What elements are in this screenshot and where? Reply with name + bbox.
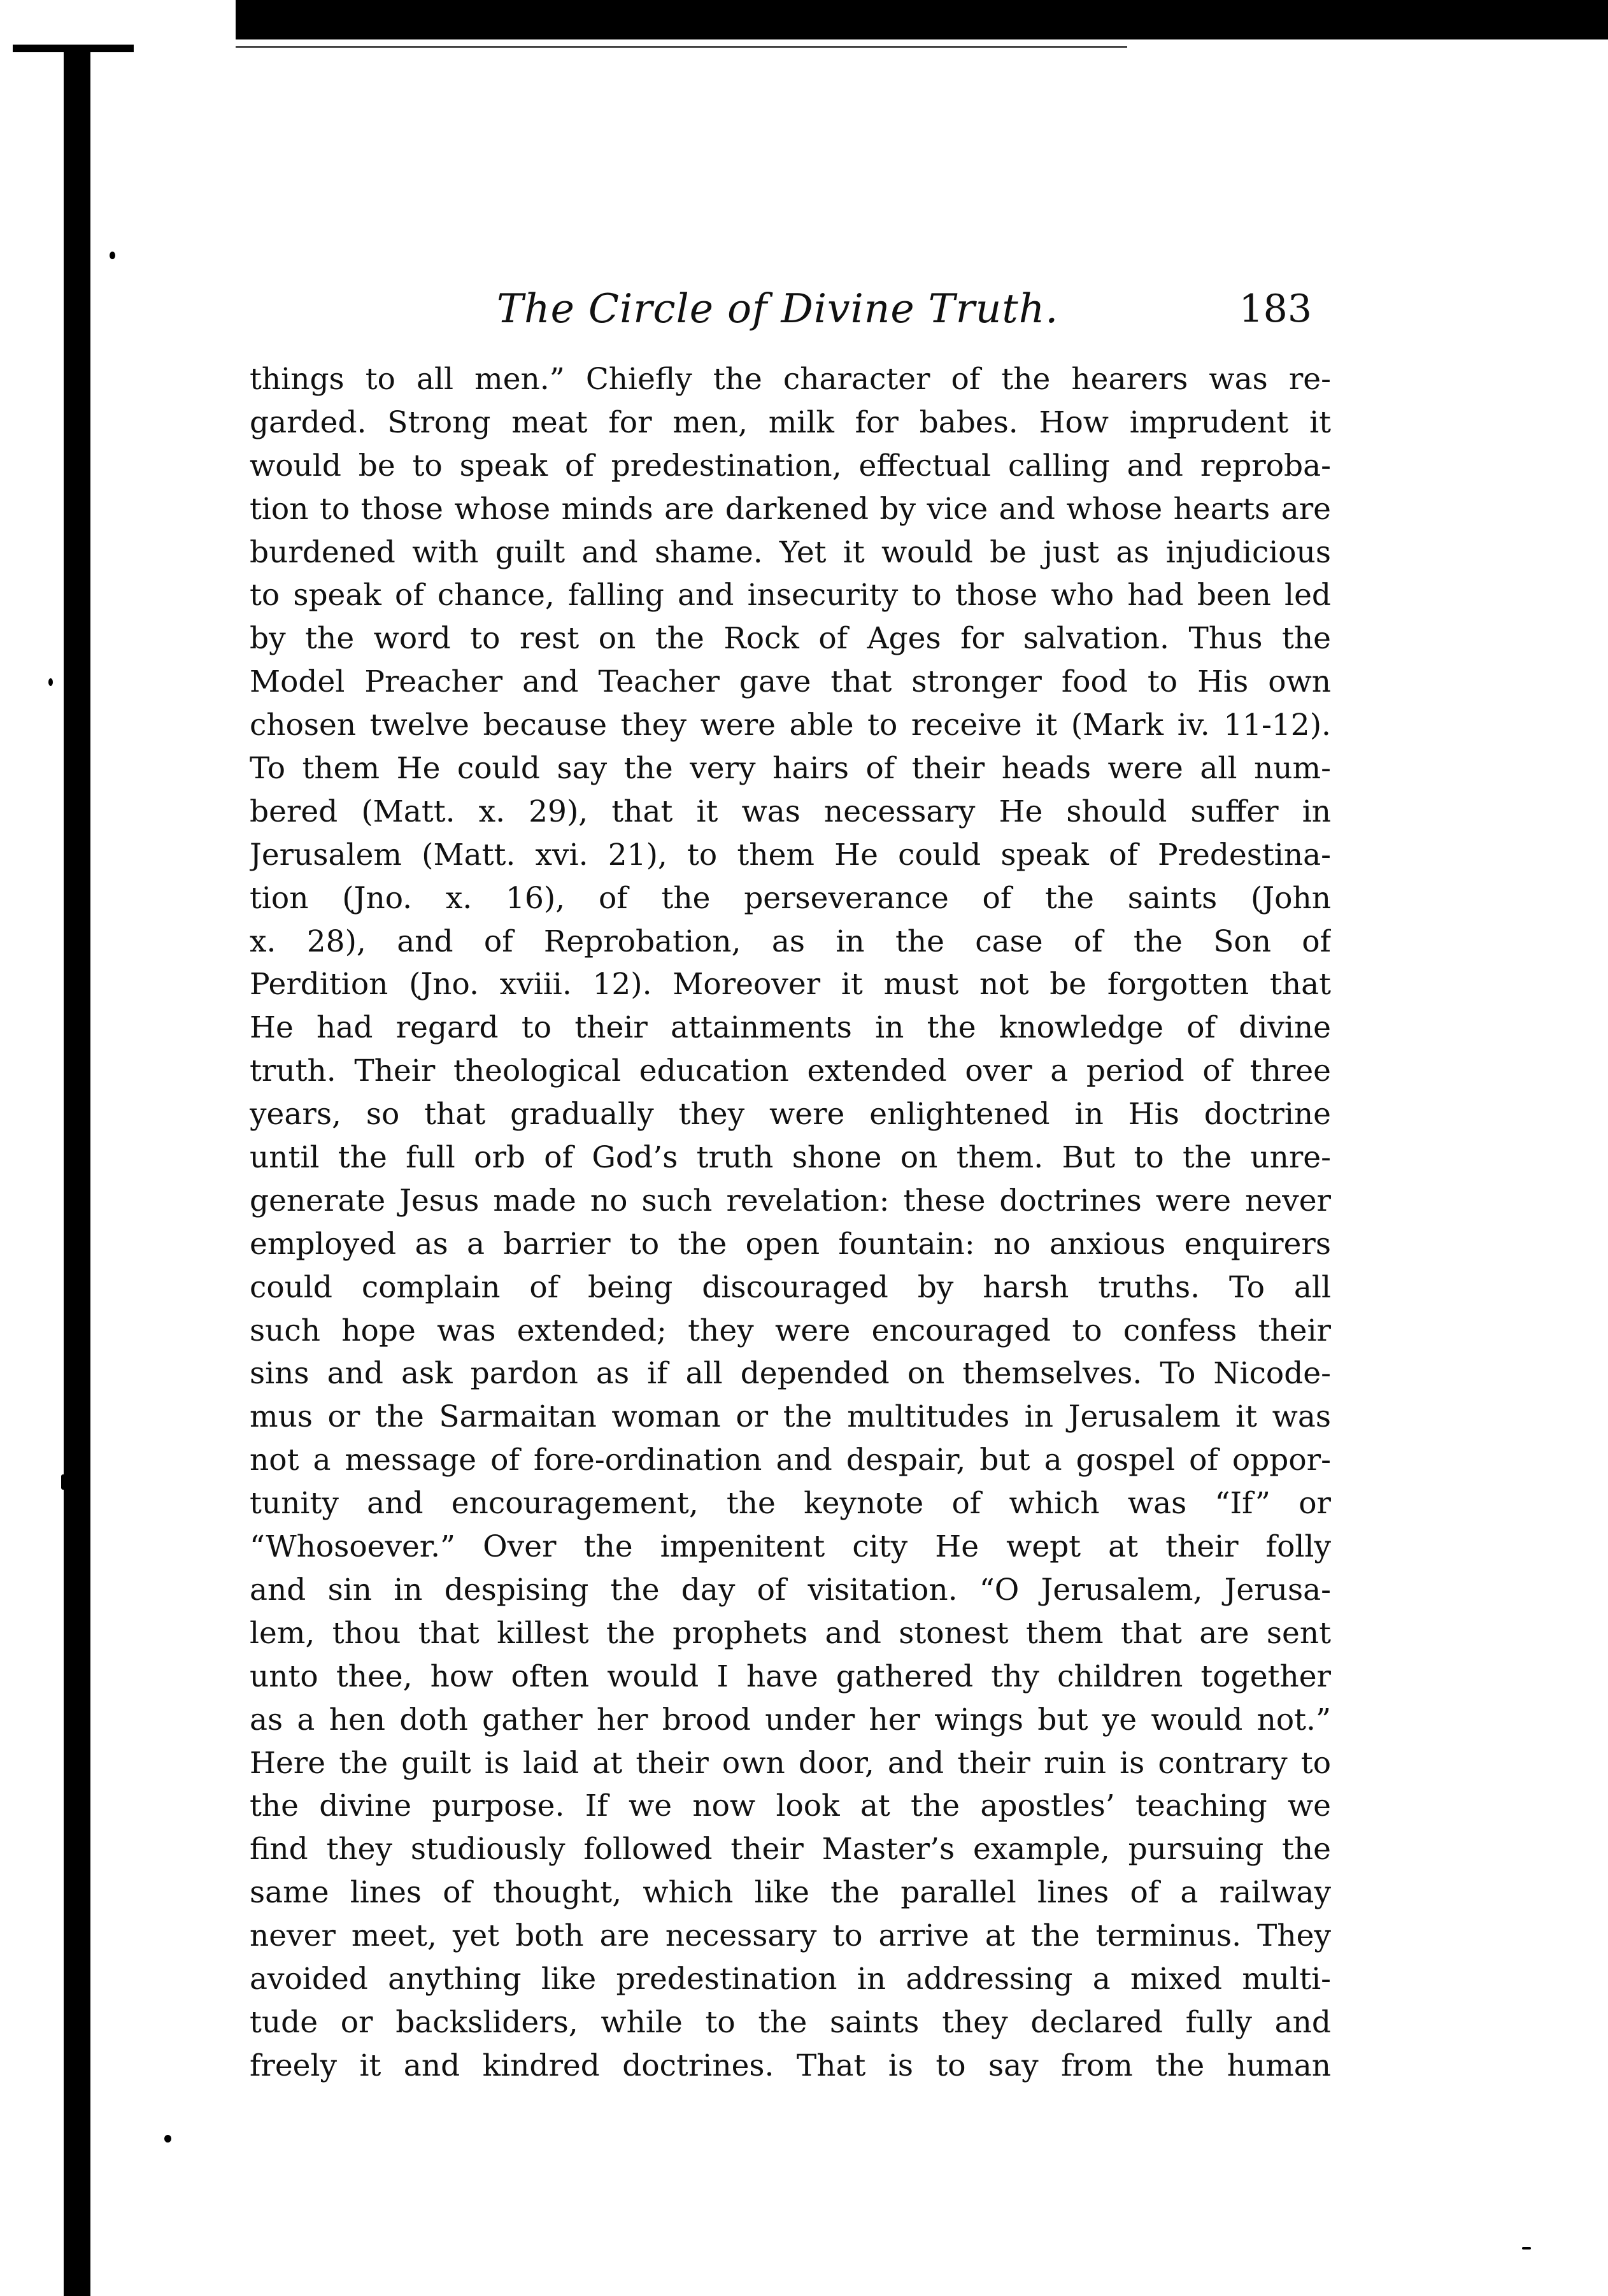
text-line: He had regard to their attainments in the knowledge of divine bbox=[250, 1010, 1331, 1046]
text-line: lem, thou that killest the prophets and stonest them that are sent bbox=[250, 1615, 1331, 1651]
text-line: chosen twelve because they were able to receive it (Mark iv. 11-12). bbox=[250, 708, 1331, 743]
text-line: bered (Matt. x. 29), that it was necessary He should suffer in bbox=[250, 794, 1331, 829]
scan-edge-left bbox=[64, 48, 90, 2296]
scan-speck bbox=[48, 678, 53, 686]
text-line: same lines of thought, which like the parallel lines of a railway bbox=[250, 1875, 1331, 1911]
text-line: Perdition (Jno. xviii. 12). Moreover it must not be forgotten that bbox=[250, 967, 1331, 1002]
text-line: x. 28), and of Reprobation, as in the case of the Son of bbox=[250, 923, 1331, 959]
text-line: tion (Jno. x. 16), of the perseverance of the saints (John bbox=[250, 880, 1331, 916]
text-line: would be to speak of predestination, effectual calling and reproba- bbox=[250, 448, 1331, 483]
text-line: burdened with guilt and shame. Yet it would be just as injudicious bbox=[250, 534, 1331, 570]
text-line: Model Preacher and Teacher gave that stronger food to His own bbox=[250, 664, 1331, 700]
text-line: “Whosoever.” Over the impenitent city He wept at their folly bbox=[250, 1529, 1331, 1565]
scan-speck bbox=[1522, 2247, 1531, 2250]
running-title: The Circle of Divine Truth. bbox=[497, 285, 1059, 332]
text-line: tude or backsliders, while to the saints they declared fully and bbox=[250, 2004, 1331, 2040]
text-line: and sin in despising the day of visitation. “O Jerusalem, Jerusa- bbox=[250, 1572, 1331, 1608]
text-line: years, so that gradually they were enlightened in His doctrine bbox=[250, 1097, 1331, 1132]
scan-edge-top bbox=[236, 0, 1608, 39]
text-line: tunity and encouragement, the keynote of which was “If” or bbox=[250, 1486, 1331, 1522]
text-line: to speak of chance, falling and insecurity to those who had been led bbox=[250, 578, 1331, 613]
body-text bbox=[250, 358, 1331, 2088]
text-line: never meet, yet both are necessary to arrive at the terminus. They bbox=[250, 1918, 1331, 1954]
scan-speck bbox=[110, 252, 115, 259]
text-line: sins and ask pardon as if all depended on themselves. To Nicode- bbox=[250, 1356, 1331, 1392]
text-line: truth. Their theological education extended over a period of three bbox=[250, 1053, 1331, 1089]
text-line: until the full orb of God’s truth shone on them. But to the unre- bbox=[250, 1140, 1331, 1176]
text-line: Jerusalem (Matt. xvi. 21), to them He could speak of Predestina- bbox=[250, 837, 1331, 873]
text-line: as a hen doth gather her brood under her wings but ye would not.” bbox=[250, 1702, 1331, 1737]
scan-edge-top-hairline bbox=[236, 46, 1127, 48]
scan-speck bbox=[164, 2135, 171, 2143]
text-line: tion to those whose minds are darkened by vice and whose hearts are bbox=[250, 491, 1331, 527]
page-header bbox=[248, 274, 1331, 344]
text-line: Here the guilt is laid at their own door, and their ruin is contrary to bbox=[250, 1745, 1331, 1781]
text-line: find they studiously followed their Master’s example, pursuing the bbox=[250, 1832, 1331, 1867]
text-line: generate Jesus made no such revelation: these doctrines were never bbox=[250, 1183, 1331, 1218]
text-line: things to all men.” Chiefly the character of the hearers was re- bbox=[250, 362, 1331, 397]
text-line: the divine purpose. If we now look at the apostles’ teaching we bbox=[250, 1788, 1331, 1824]
text-line: To them He could say the very hairs of their heads were all num- bbox=[250, 751, 1331, 787]
text-line: not a message of fore-ordination and despair, but a gospel of oppor- bbox=[250, 1443, 1331, 1478]
text-line: employed as a barrier to the open fountain: no anxious enquirers bbox=[250, 1226, 1331, 1262]
text-line: avoided anything like predestination in addressing a mixed multi- bbox=[250, 1961, 1331, 1997]
text-line: could complain of being discouraged by harsh truths. To all bbox=[250, 1269, 1331, 1305]
text-line: freely it and kindred doctrines. That is to say from the human bbox=[250, 2048, 1331, 2083]
text-line: unto thee, how often would I have gathered thy children together bbox=[250, 1658, 1331, 1694]
text-line: mus or the Sarmaitan woman or the multitudes in Jerusalem it was bbox=[250, 1399, 1331, 1435]
scan-speck bbox=[61, 1474, 68, 1490]
text-line: garded. Strong meat for men, milk for babes. How imprudent it bbox=[250, 404, 1331, 440]
text-line: by the word to rest on the Rock of Ages for salvation. Thus the bbox=[250, 621, 1331, 657]
page-number: 183 bbox=[1239, 287, 1312, 331]
text-line: such hope was extended; they were encouraged to confess their bbox=[250, 1313, 1331, 1348]
